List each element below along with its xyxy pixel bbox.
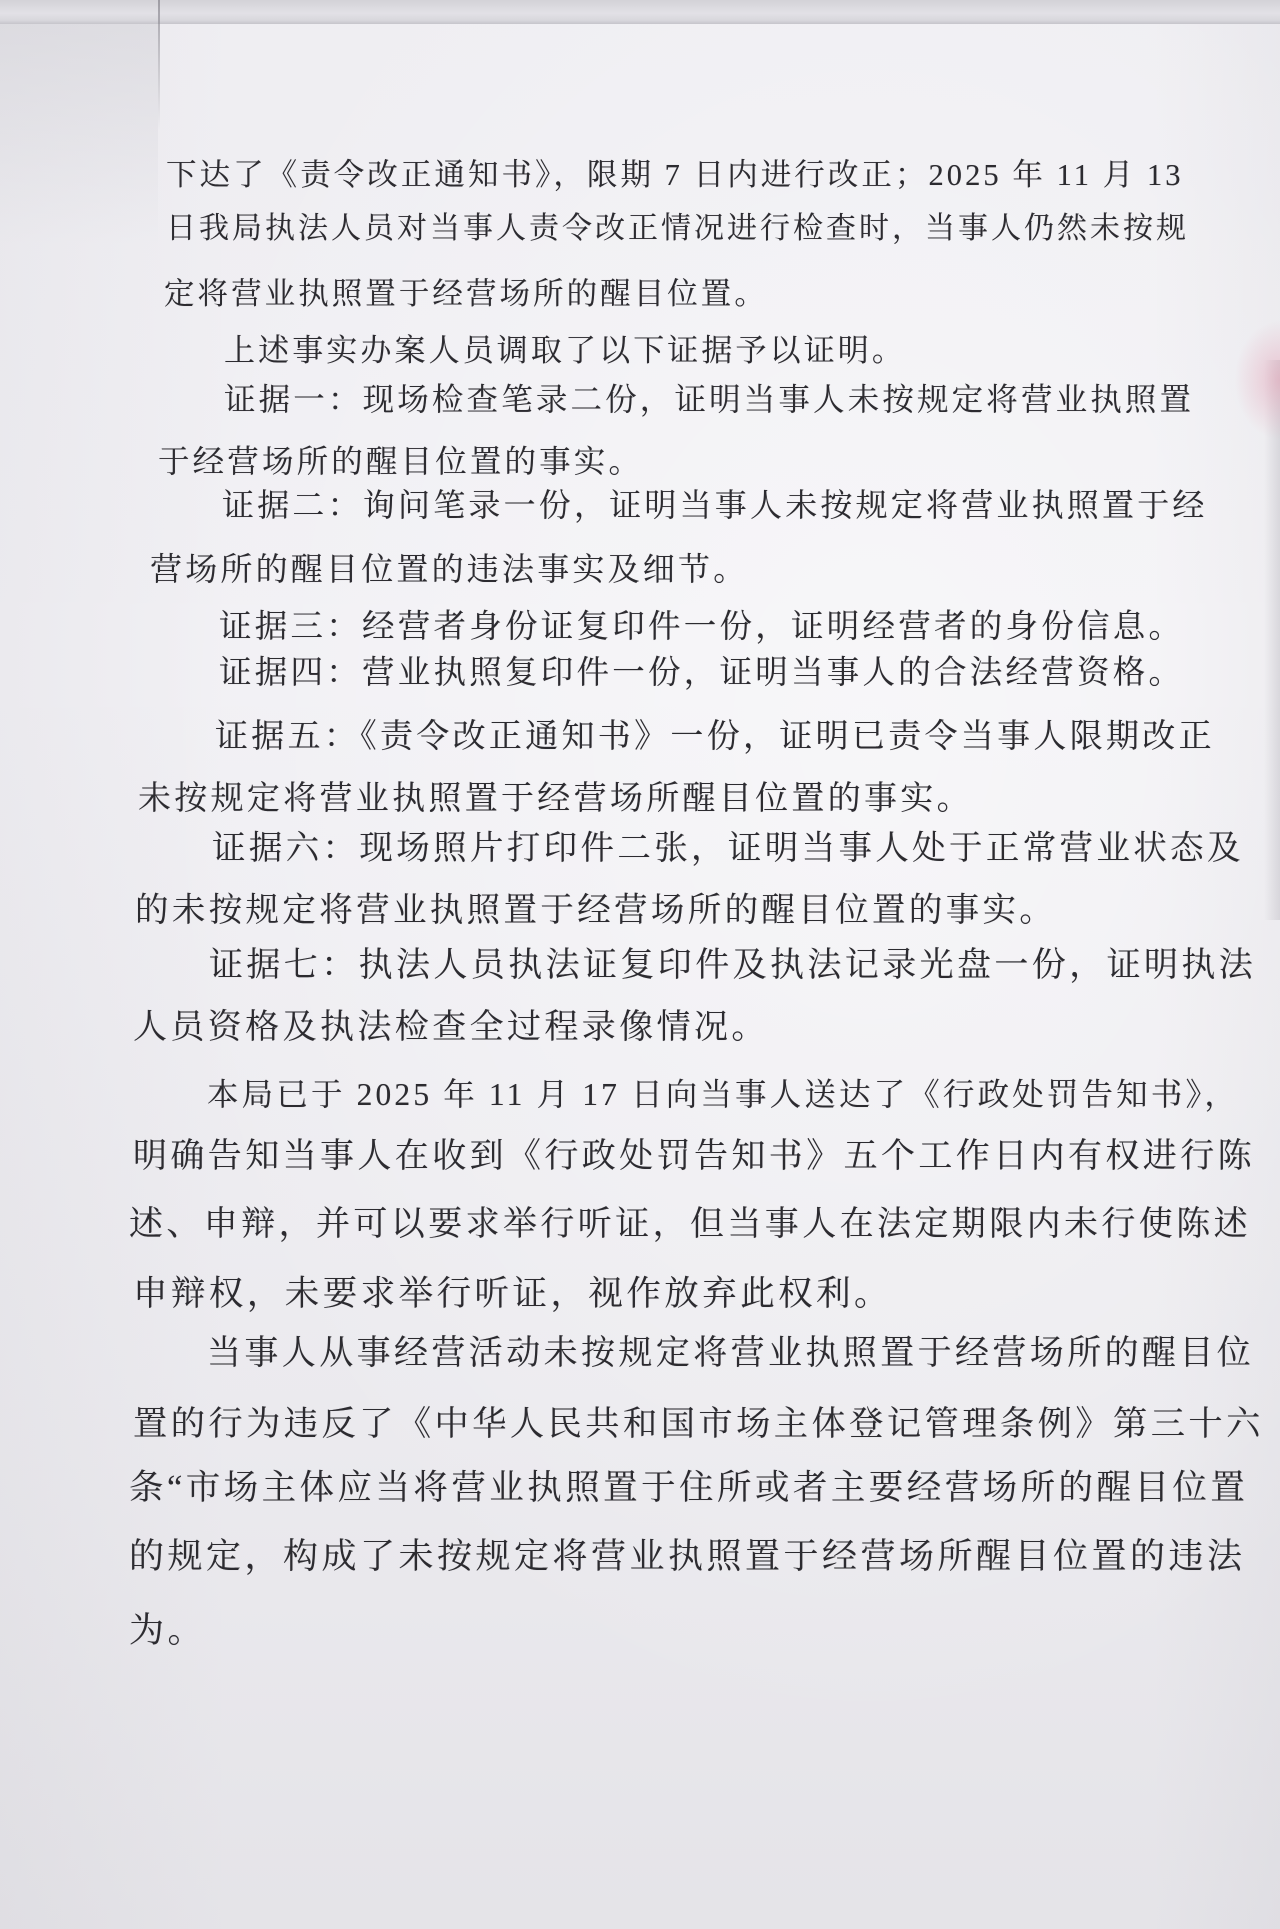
text-line: 本局已于 2025 年 11 月 17 日向当事人送达了《行政处罚告知书》，: [207, 1077, 1240, 1112]
text-line: 条“市场主体应当将营业执照置于住所或者主要经营场所的醒目位置: [129, 1469, 1249, 1507]
text-line: 证据五：《责令改正通知书》一份，证明已责令当事人限期改正: [215, 719, 1215, 755]
text-line: 当事人从事经营活动未按规定将营业执照置于经营场所的醒目位: [207, 1335, 1255, 1372]
text-line: 未按规定将营业执照置于经营场所醒目位置的事实。: [138, 781, 973, 817]
text-line: 述、申辩，并可以要求举行听证，但当事人在法定期限内未行使陈述: [129, 1206, 1251, 1243]
text-line: 证据一：现场检查笔录二份，证明当事人未按规定将营业执照置: [224, 382, 1195, 417]
text-line: 证据二：询问笔录一份，证明当事人未按规定将营业执照置于经: [222, 487, 1208, 523]
text-line: 证据七：执法人员执法证复印件及执法记录光盘一份，证明执法: [209, 947, 1257, 984]
text-line: 营场所的醒目位置的违法事实及细节。: [150, 551, 749, 587]
text-line: 人员资格及执法检查全过程录像情况。: [133, 1009, 769, 1046]
text-line: 证据三：经营者身份证复印件一份，证明经营者的身份信息。: [219, 609, 1185, 645]
text-line: 置的行为违反了《中华人民共和国市场主体登记管理条例》第三十六: [133, 1405, 1264, 1443]
text-line: 下达了《责令改正通知书》，限期 7 日内进行改正；2025 年 11 月 13: [166, 158, 1184, 192]
text-line: 上述事实办案人员调取了以下证据予以证明。: [224, 333, 906, 368]
text-line: 证据六：现场照片打印件二张，证明当事人处于正常营业状态及: [212, 830, 1244, 867]
text-line: 于经营场所的醒目位置的事实。: [158, 444, 644, 479]
text-line: 证据四：营业执照复印件一份，证明当事人的合法经营资格。: [219, 655, 1185, 691]
text-line: 明确告知当事人在收到《行政处罚告知书》五个工作日内有权进行陈: [133, 1138, 1255, 1175]
text-line: 的规定，构成了未按规定将营业执照置于经营场所醒目位置的违法: [129, 1537, 1246, 1576]
text-line: 定将营业执照置于经营场所的醒目位置。: [164, 277, 768, 311]
text-line: 的未按规定将营业执照置于经营场所的醒目位置的事实。: [135, 892, 1057, 929]
text-line: 申辩权，未要求举行听证，视作放弃此权利。: [133, 1275, 892, 1313]
text-line: 为。: [129, 1611, 207, 1650]
text-line: 日我局执法人员对当事人责令改正情况进行检查时，当事人仍然未按规: [166, 212, 1189, 245]
